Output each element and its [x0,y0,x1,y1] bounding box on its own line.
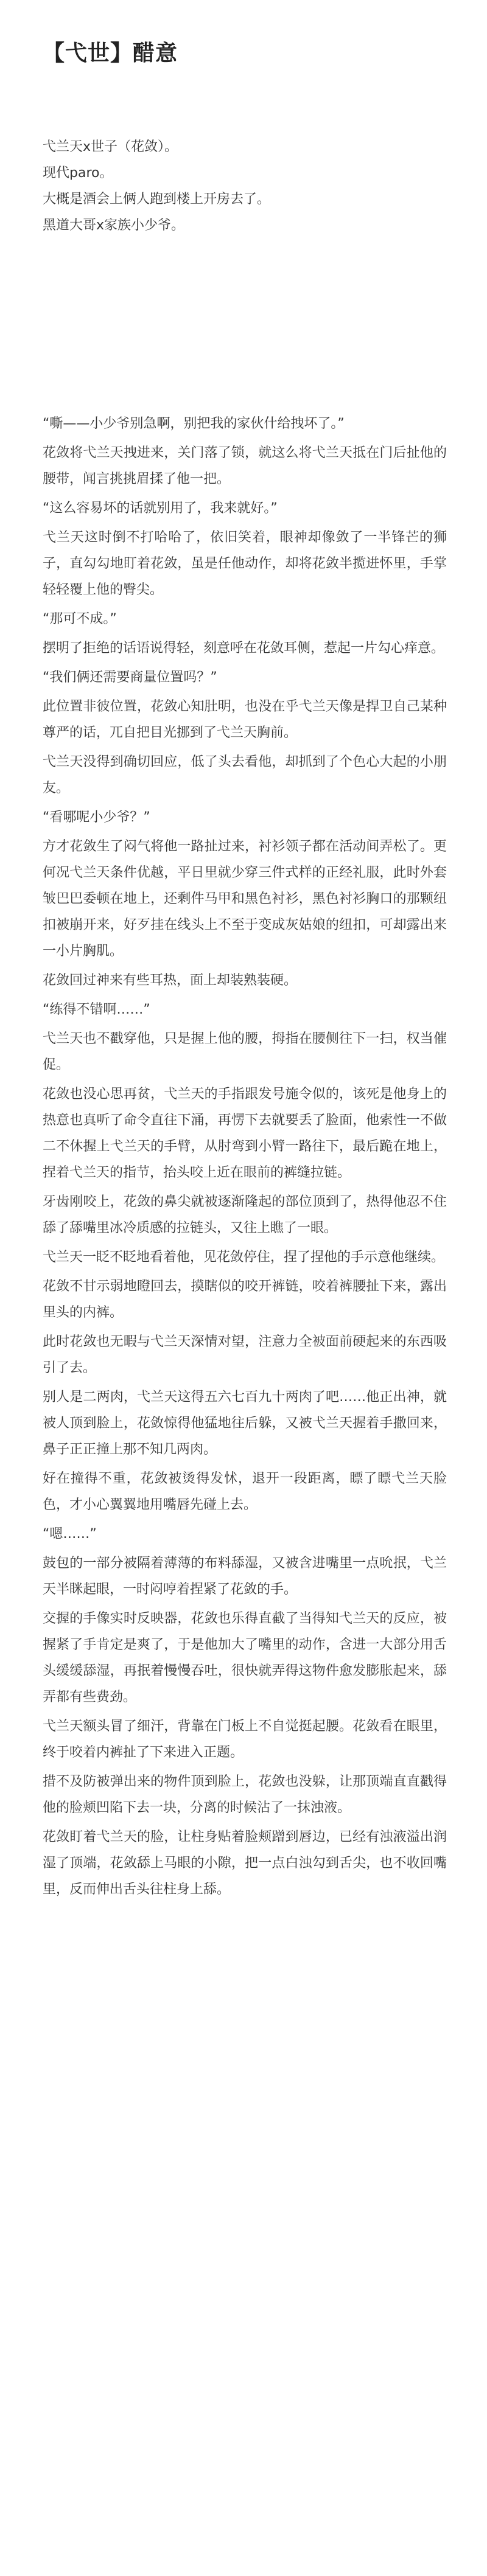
story-paragraph: “嘶——小少爷别急啊，别把我的家伙什给拽坏了。” [43,416,345,431]
story-paragraph: 弋兰天一眨不眨地看着他，见花敛停住，捏了捏他的手示意他继续。 [43,1250,445,1265]
story-paragraph: 花敛盯着弋兰天的脸，让柱身贴着脸颊蹭到唇边，已经有浊液溢出润湿了顶端，花敛舔上马眼的小隙，把一点白浊勾到舌尖，也不收回嘴里，反而伸出舌头往柱身上舔。 [43,1829,447,1897]
story-paragraph: 方才花敛生了闷气将他一路扯过来，衬衫领子都在活动间弄松了。更何况弋兰天条件优越，平日里就少穿三件式样的正经礼服，此时外套皱巴巴委顿在地上，还剩件马甲和黑色衬衫，黑色衬衫胸口的那颗纽扣被崩开来，好歹挂在线头上不至于变成灰姑娘的纽扣，可却露出来一小片胸肌。 [43,839,447,959]
story-body [43,411,447,1902]
intro-line: 现代paro。 [43,165,113,181]
story-paragraph: 摆明了拒绝的话语说得轻，刻意呼在花敛耳侧，惹起一片勾心痒意。 [43,641,445,656]
story-paragraph: 弋兰天这时倒不打哈哈了，依旧笑着，眼神却像敛了一半锋芒的狮子，直勾勾地盯着花敛，虽是任他动作，却将花敛半揽进怀里，手掌轻轻覆上他的臀尖。 [43,530,447,597]
intro-line: 弋兰天x世子（花敛）。 [43,139,178,155]
story-paragraph: 措不及防被弹出来的物件顶到脸上，花敛也没躲，让那顶端直直戳得他的脸颊凹陷下去一块，分离的时候沾了一抹浊液。 [43,1774,447,1815]
story-paragraph: 牙齿刚咬上，花敛的鼻尖就被逐渐隆起的部位顶到了，热得他忍不住舔了舔嘴里冰冷质感的拉链头，又往上瞧了一眼。 [43,1194,447,1236]
story-paragraph: 此位置非彼位置，花敛心知肚明，也没在乎弋兰天像是捍卫自己某种尊严的话，兀自把目光挪到了弋兰天胸前。 [43,699,447,740]
story-paragraph: 花敛将弋兰天拽进来，关门落了锁，就这么将弋兰天抵在门后扯他的腰带，闻言挑挑眉揉了他一把。 [43,445,447,487]
story-paragraph: 弋兰天也不戳穿他，只是握上他的腰，拇指在腰侧往下一扫，权当催促。 [43,1031,447,1073]
story-paragraph: 弋兰天没得到确切回应，低了头去看他，却抓到了个色心大起的小朋友。 [43,754,447,796]
intro-line: 黑道大哥x家族小少爷。 [43,218,185,233]
story-paragraph: 花敛也没心思再贫，弋兰天的手指跟发号施令似的，该死是他身上的热意也真听了命令直往下涌，再愣下去就要丢了脸面，他索性一不做二不休握上弋兰天的手臂，从肘弯到小臂一路往下，最后跪在地上，捏着弋兰天的指节，抬头咬上近在眼前的裤缝拉链。 [43,1087,447,1180]
story-paragraph: “练得不错啊……” [43,1002,150,1017]
story-paragraph: 此时花敛也无暇与弋兰天深情对望，注意力全被面前硬起来的东西吸引了去。 [43,1334,447,1376]
story-paragraph: “看哪呢小少爷？” [43,810,150,825]
intro-section [43,134,447,238]
story-paragraph: 鼓包的一部分被隔着薄薄的布料舔湿，又被含进嘴里一点吮抿，弋兰天半眯起眼，一时闷哼着捏紧了花敛的手。 [43,1556,447,1597]
story-paragraph: “这么容易坏的话就别用了，我来就好。” [43,501,278,516]
story-paragraph: 花敛不甘示弱地瞪回去，摸瞎似的咬开裤链，咬着裤腰扯下来，露出里头的内裤。 [43,1279,447,1320]
story-paragraph: “那可不成。” [43,611,117,627]
story-paragraph: 弋兰天额头冒了细汗，背靠在门板上不自觉挺起腰。花敛看在眼里，终于咬着内裤扯了下来进入正题。 [43,1719,447,1760]
story-paragraph: 别人是二两肉，弋兰天这得五六七百九十两肉了吧……他正出神，就被人顶到脸上，花敛惊得他猛地往后躲，又被弋兰天握着手撒回来，鼻子正正撞上那不知几两肉。 [43,1390,447,1457]
intro-line: 大概是酒会上俩人跑到楼上开房去了。 [43,192,271,207]
story-paragraph: 花敛回过神来有些耳热，面上却装熟装硬。 [43,973,298,988]
story-paragraph: 好在撞得不重，花敛被烫得发怵，退开一段距离，瞟了瞟弋兰天脸色，才小心翼翼地用嘴唇先碰上去。 [43,1471,447,1513]
article-title: 【弋世】醋意 [43,41,178,66]
story-paragraph: “我们俩还需要商量位置吗？” [43,670,217,685]
story-paragraph: 交握的手像实时反映器，花敛也乐得直截了当得知弋兰天的反应，被握紧了手肯定是爽了，于是他加大了嘴里的动作，含进一大部分用舌头缓缓舔湿，再抿着慢慢吞吐，很快就弄得这物件愈发膨胀起来，舔弄都有些费劲。 [43,1611,447,1705]
story-paragraph: “嗯……” [43,1526,97,1542]
